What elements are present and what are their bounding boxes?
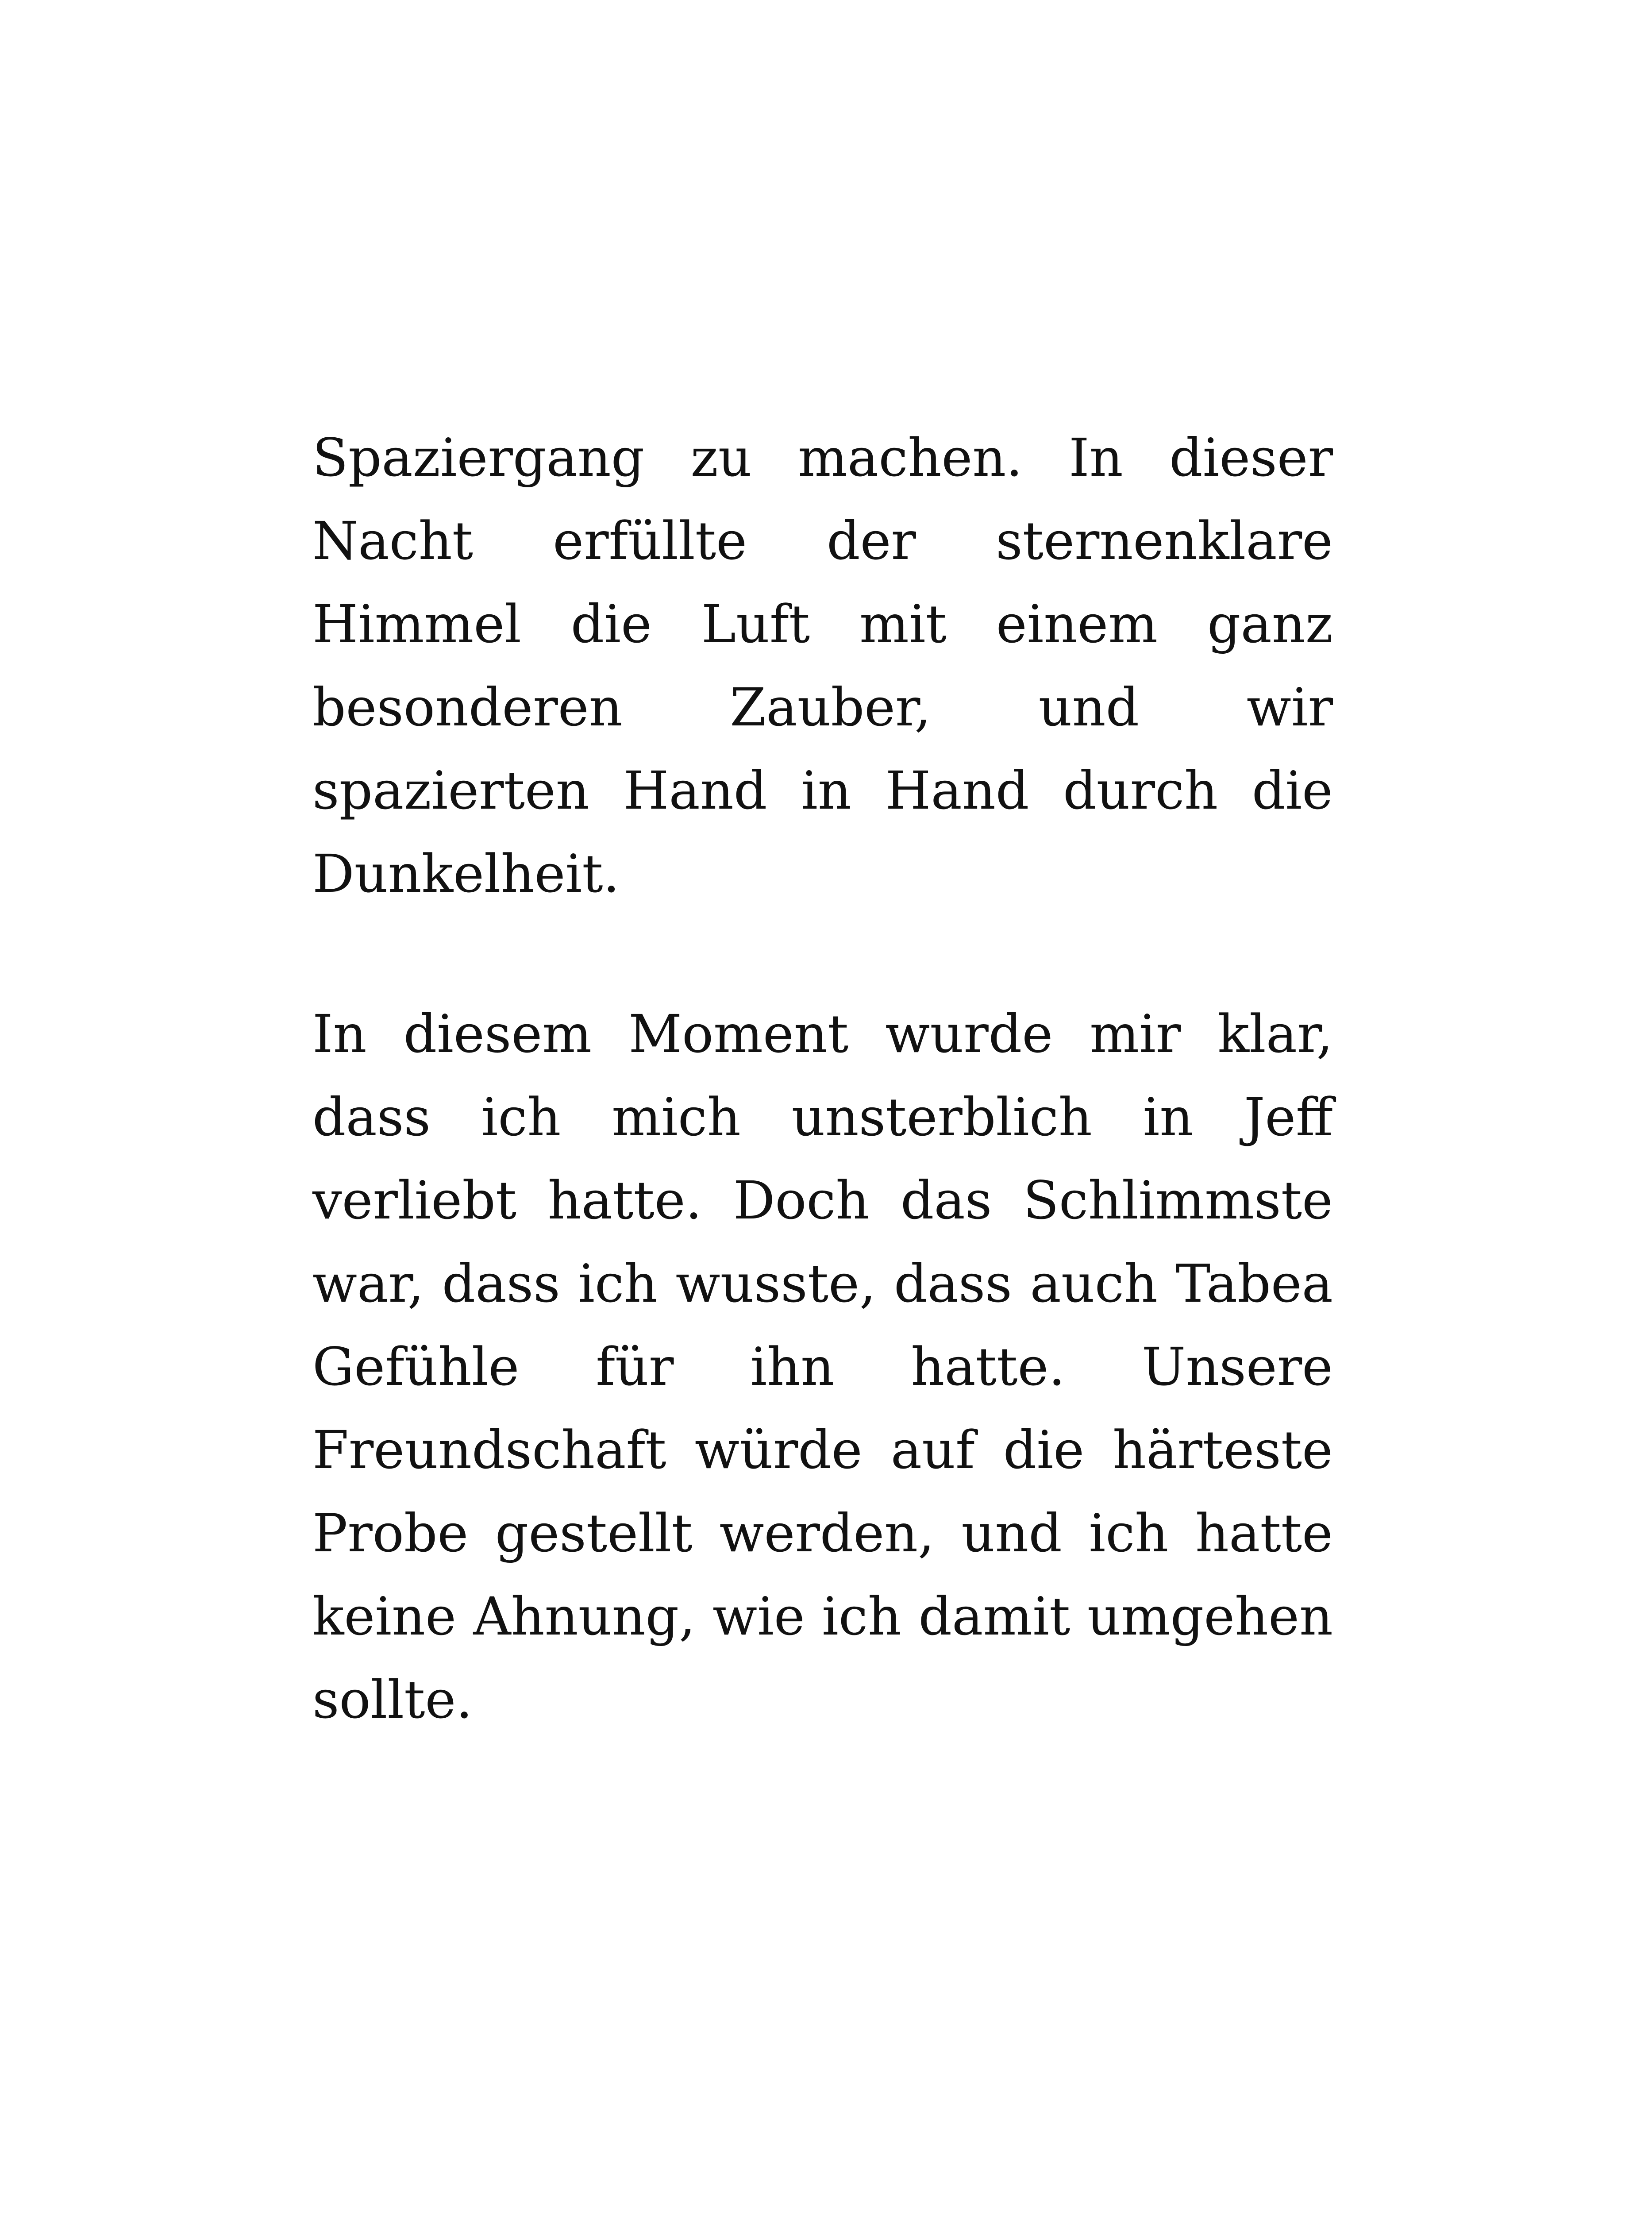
paragraph-1: Spaziergang zu machen. In dieser Nacht erfüllte der sternenklare Himmel die Luft mit einem ganz besonderen Zauber, und wir spazierten Hand in Hand durch die Dunkelheit. [312, 427, 1333, 904]
paragraph-2: In diesem Moment wurde mir klar, dass ich mich unsterblich in Jeff verliebt hatte. Doch das Schlimmste war, dass ich wusste, dass auch Tabea Gefühle für ihn hatte. Unsere Freundschaft würde auf die härteste Probe gestellt werden, und ich hatte keine Ahnung, wie ich damit umgehen sollte. [312, 1003, 1333, 1730]
